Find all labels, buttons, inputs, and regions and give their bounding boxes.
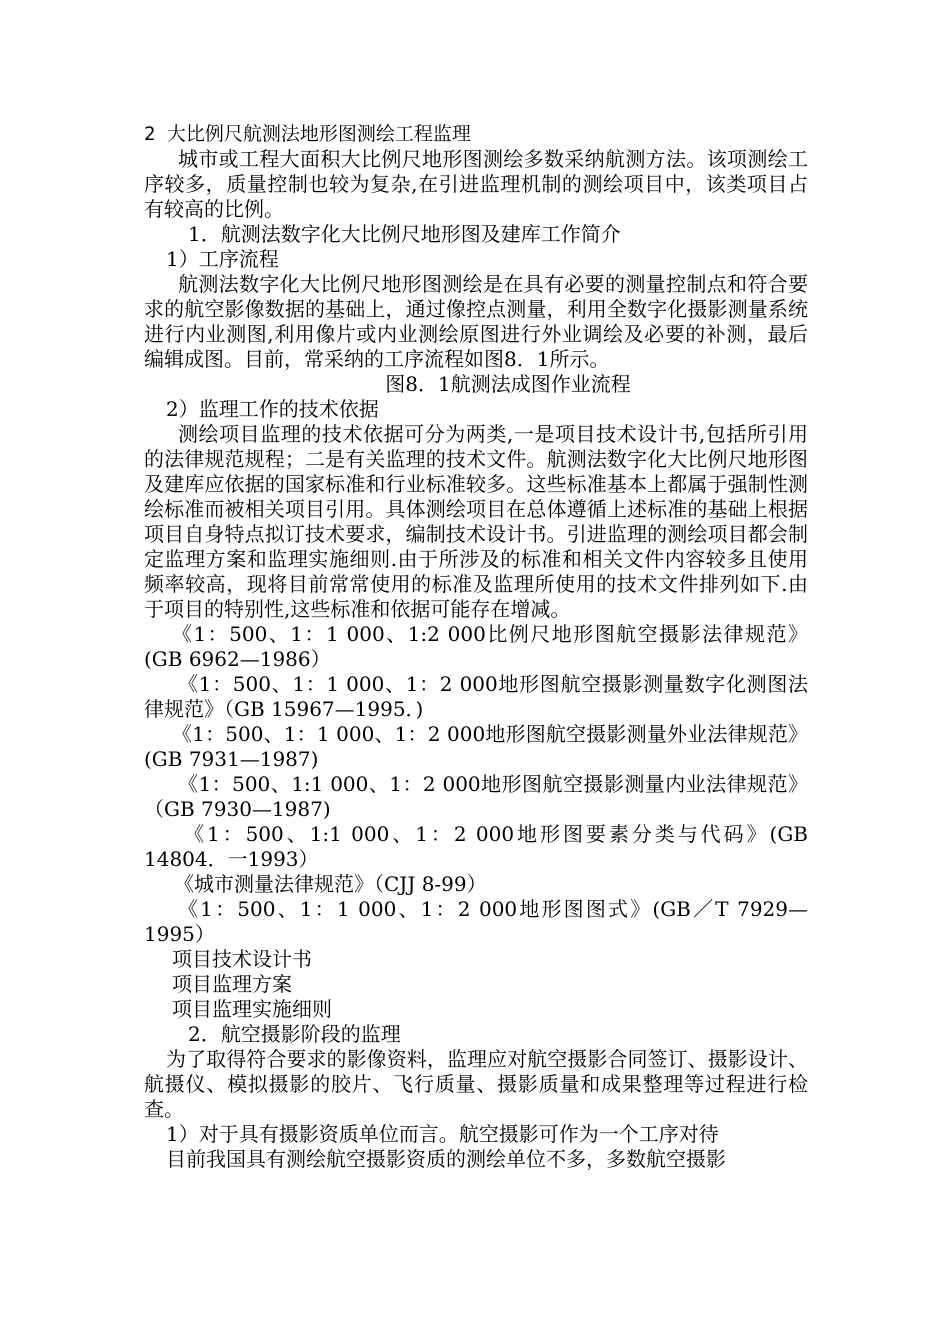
reference-item: 《1：500、1：1 000、1：2 000地形图航空摄影测量数字化测图法律规范》（GB 15967—1995．): [144, 672, 808, 721]
intro-paragraph: 城市或工程大面积大比例尺地形图测绘多数采纳航测方法。该项测绘工序较多，质量控制也较为复杂,在引进监理机制的测绘项目中，该类项目占有较高的比例。: [144, 147, 808, 221]
subsection1-title: 1）工序流程: [166, 247, 279, 271]
section1-title: 1．航测法数字化大比例尺地形图及建库工作简介: [188, 222, 621, 246]
subsection2-title: 2）监理工作的技术依据: [166, 397, 379, 421]
reference-item: 《1：500、1：1 000、1:2 000比例尺地形图航空摄影法律规范》(GB 6962—1986）: [144, 622, 808, 671]
subsection2-paragraph: 测绘项目监理的技术依据可分为两类,一是项目技术设计书,包括所引用的法律规范规程；二是有关监理的技术文件。航测法数字化大比例尺地形图及建库应依据的国家标准和行业标准较多。这些标准基本上都属于强制性测绘标准而被相关项目引用。具体测绘项目在总体遵循上述标准的基础上根据项目自身特点拟订技术要求，编制技术设计书。引进监理的测绘项目都会制定监理方案和监理实施细则.由于所涉及的标准和相关文件内容较多且使用频率较高，现将目前常常使用的标准及监理所使用的技术文件排列如下.由于项目的特别性,这些标准和依据可能存在增减。: [144, 422, 808, 621]
reference-item: 《1：500、1:1 000、1：2 000地形图航空摄影测量内业法律规范》（GB 7930—1987): [144, 772, 808, 821]
document-item: 项目监理方案: [172, 972, 292, 996]
reference-item: 《1：500、1:1 000、1：2 000地形图要素分类与代码》(GB 14804．一1993）: [144, 822, 808, 871]
subsection3-title: 1）对于具有摄影资质单位而言。航空摄影可作为一个工序对待: [166, 1122, 719, 1146]
document-item: 项目技术设计书: [172, 947, 312, 971]
document-body: [144, 122, 808, 1172]
subsection1-paragraph: 航测法数字化大比例尺地形图测绘是在具有必要的测量控制点和符合要求的航空影像数据的基础上，通过像控点测量，利用全数字化摄影测量系统进行内业测图,利用像片或内业测绘原图进行外业调绘及必要的补测，最后编辑成图。目前，常采纳的工序流程如图8．1所示。: [144, 272, 808, 371]
reference-item: 《城市测量法律规范》（CJJ 8-99）: [174, 872, 487, 896]
document-item: 项目监理实施细则: [172, 997, 332, 1021]
section2-title: 2．航空摄影阶段的监理: [188, 1022, 401, 1046]
section2-paragraph: 为了取得符合要求的影像资料，监理应对航空摄影合同签订、摄影设计、航摄仪、模拟摄影的胶片、飞行质量、摄影质量和成果整理等过程进行检查。: [144, 1047, 808, 1121]
reference-item: 《1：500、1：1 000、1：2 000地形图图式》(GB／T 7929—1995）: [144, 897, 808, 946]
figure-caption: 图8．1航测法成图作业流程: [385, 372, 631, 396]
subsection3-paragraph: 目前我国具有测绘航空摄影资质的测绘单位不多，多数航空摄影: [166, 1147, 726, 1171]
reference-item: 《1：500、1：1 000、1：2 000地形图航空摄影测量外业法律规范》(GB 7931—1987): [144, 722, 808, 771]
section-heading: 2 大比例尺航测法地形图测绘工程监理: [144, 123, 471, 145]
